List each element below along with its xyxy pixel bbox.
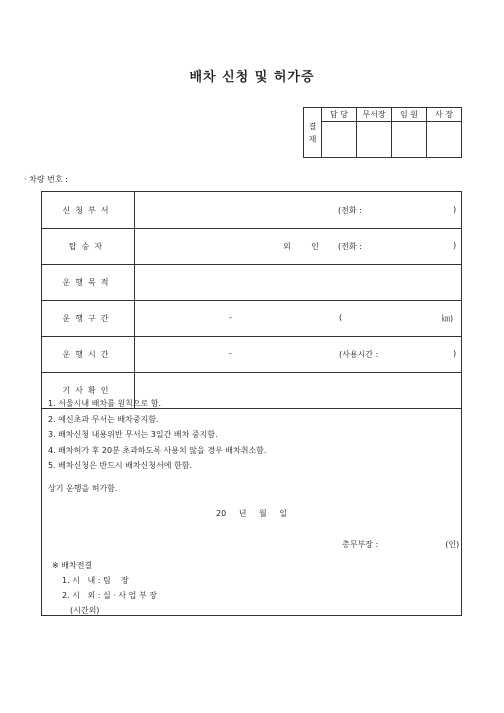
dispatch-form [41,191,462,616]
date-line: 20 년 월 일 [216,509,287,518]
vehicle-number-label: · 차량 번호 : [24,175,68,184]
signer-line [342,539,459,550]
note-item: 1. 서울시내 배차를 원칙으로 함. [48,399,162,408]
row-label: 탑승자 [42,228,135,264]
permit-text: 상기 운행을 허가함. [48,483,118,493]
dispatch-line-1: 1. 시 내 : 팀 장 [62,576,129,585]
approval-col-3: 임 원 [392,108,427,122]
note-item: 3. 배차신청 내용위반 무서는 3일간 배차 중지함. [48,430,218,439]
usage-time-label: (사용시간 : [339,350,379,359]
row-label: 운행목적 [42,264,135,300]
dispatch-line-2: 2. 시 외 : 실 · 사 업 부 장 [62,591,157,600]
distance-open: ( [339,313,343,322]
row-purpose [42,264,461,301]
row-label: 운행구간 [42,300,135,336]
row-route [42,300,461,337]
approval-sign-2[interactable] [357,122,392,158]
approval-side-label: 결 재 [304,108,322,158]
note-item: 5. 배차신청은 반드시 배차신청서에 한함. [48,461,192,470]
row-label: 신청부서 [42,192,135,228]
row-passenger [42,228,461,265]
distance-unit: ㎞) [442,314,454,323]
notes-list [48,396,266,496]
approval-sign-1[interactable] [322,122,357,158]
route-dash: - [229,313,232,322]
approval-box [303,107,462,158]
phone-close: ) [453,205,457,214]
approval-col-2: 무서장 [357,108,392,122]
page-title: 배차 신청 및 허가증 [189,70,315,85]
approval-sign-4[interactable] [427,122,462,158]
row-time [42,336,461,373]
phone-label: (전화 : [338,206,362,215]
note-item: 2. 예신초과 무서는 배차중지함. [48,414,159,424]
phone-close: ) [453,241,457,250]
time-dash: - [229,349,232,358]
passenger-count: 외 인 [283,242,319,251]
phone-label: (전화 : [338,242,362,251]
note-item: 4. 배차허가 후 20분 초과하도록 사용치 않을 경우 배차취소함. [48,445,267,455]
approval-col-1: 담 당 [322,108,357,122]
approval-col-4: 사 장 [427,108,462,122]
dispatch-heading: ※ 배차전결 [52,561,93,570]
dispatch-authority [52,558,157,618]
signer-label: 총무부장 : [342,540,379,549]
seal-mark: (인) [445,540,460,549]
approval-sign-3[interactable] [392,122,427,158]
row-department [42,192,461,229]
row-label: 운행시간 [42,336,135,372]
dispatch-line-3: (시간외) [70,606,100,615]
usage-time-close: ) [453,349,457,358]
row-label: 기사확인 [42,372,135,408]
